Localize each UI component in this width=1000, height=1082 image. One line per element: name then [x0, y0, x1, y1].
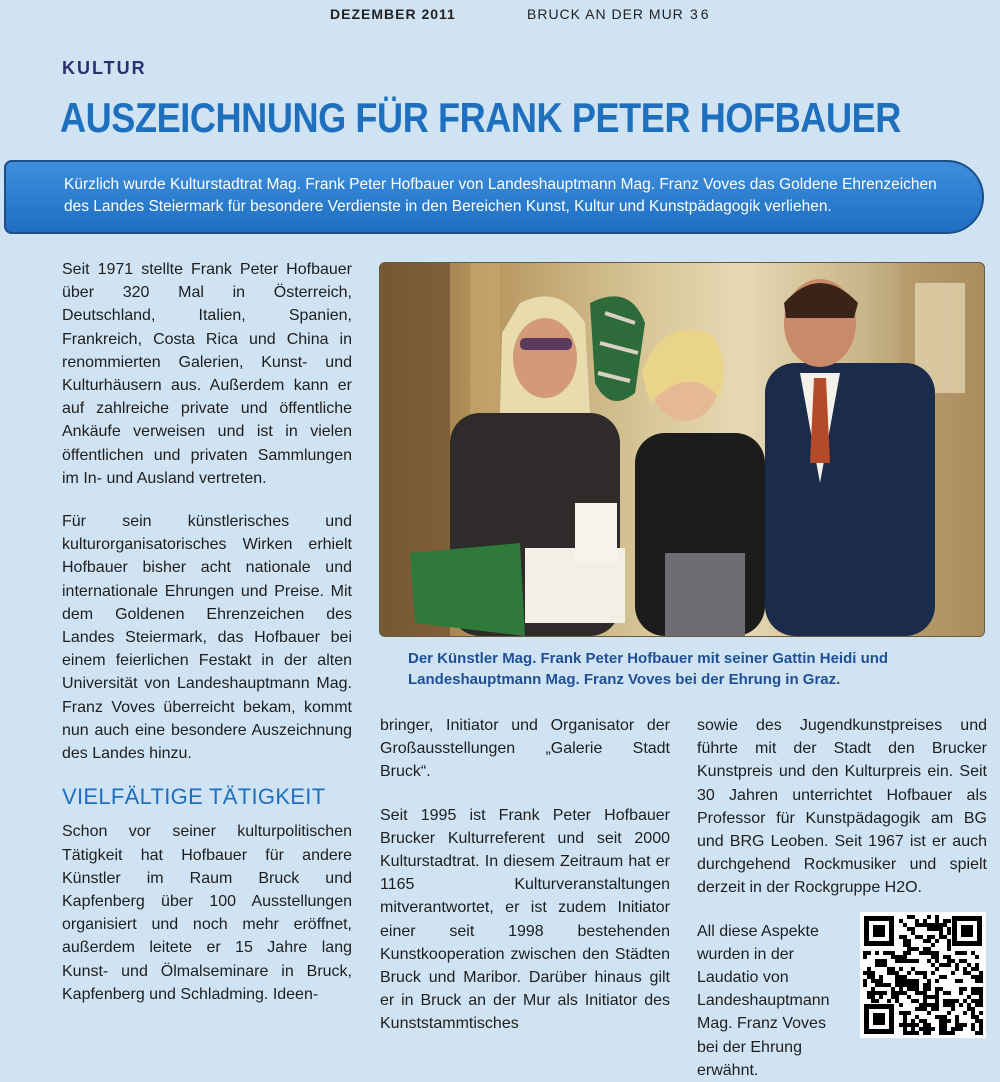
- paragraph: Seit 1995 ist Frank Peter Hofbauer Brucker Kulturreferent und seit 2000 Kulturstadtrat. In diesem Zeitraum hat er 1165 Kulturveranstaltungen mitverantwortet, er ist zudem Initiator einer seit 1998 bestehenden Kunstkooperation zwischen den Städten Bruck und Maribor. Darüber hinaus gilt er in Bruck an der Mur als Initiator des Kunststammtisches: [380, 806, 670, 1033]
- closing-text: All diese Aspekte wurden in der Laudatio von Landeshauptmann Mag. Franz Voves bei der Ehrung erwähnt.: [697, 922, 830, 1079]
- article-headline: AUSZEICHNUNG FÜR FRANK PETER HOFBAUER: [60, 94, 901, 141]
- column-1: [62, 258, 352, 1026]
- page-header: [0, 6, 1000, 26]
- column-2: [380, 714, 670, 1056]
- page-number: 36: [690, 6, 712, 22]
- paragraph: sowie des Jugendkunstpreises und führte mit der Stadt den Brucker Kunstpreis und den Kulturpreis ein. Seit 30 Jahren unterrichtet Hofbauer als Professor für Kunstpädagogik am BG und BRG Leoben. Seit 1967 ist er auch durchgehend Rockmusiker und spielt derzeit in der Rockgruppe H2O.: [697, 717, 987, 897]
- issue-date: DEZEMBER 2011: [330, 6, 456, 22]
- qr-code-icon[interactable]: [860, 912, 986, 1038]
- photo-illustration: [380, 263, 984, 636]
- paragraph: bringer, Initiator und Organisator der Großausstellungen „Galerie Stadt Bruck“.: [380, 717, 670, 781]
- paragraph: Seit 1971 stellte Frank Peter Hofbauer über 320 Mal in Österreich, Deutschland, Italien, Spanien, Frankreich, Costa Rica und China in renommierten Galerien, Kunst- und Kulturhäusern aus. Außerdem kann er auf zahlreiche private und öffentliche Ankäufe verweisen und ist in vielen öffentlichen und privaten Sammlungen im In- und Ausland vertreten.: [62, 261, 352, 487]
- award-photo: [379, 262, 985, 637]
- photo-caption: Der Künstler Mag. Frank Peter Hofbauer mit seiner Gattin Heidi und Landeshauptmann Mag. Franz Voves bei der Ehrung in Graz.: [408, 650, 889, 688]
- section-label: KULTUR: [62, 58, 147, 78]
- qr-code-graphic: [860, 912, 986, 1038]
- publication-town: BRUCK AN DER MUR: [527, 6, 684, 22]
- paragraph: Für sein künstlerisches und kulturorganisatorisches Wirken erhielt Hofbauer bisher acht nationale und internationale Ehrungen und Preise. Mit dem Goldenen Ehrenzeichen des Landes Steiermark, das Hofbauer bei einem feierlichen Festakt in der alten Universität von Landeshauptmann Mag. Franz Voves überreicht bekam, kommt nun auch eine besondere Auszeichnung des Landes hinzu.: [62, 513, 352, 763]
- paragraph: Schon vor seiner kulturpolitischen Tätigkeit hat Hofbauer für andere Künstler im Raum Bruck und Kapfenberg über 100 Ausstellungen organisiert und noch mehr eröffnet, außerdem leitete er 15 Jahre lang Kunst- und Ölmalseminare in Bruck, Kapfenberg und Schladming. Ideen-: [62, 823, 352, 1003]
- subheading: VIELFÄLTIGE TÄTIGKEIT: [62, 784, 326, 810]
- lead-box: Kürzlich wurde Kulturstadtrat Mag. Frank Peter Hofbauer von Landeshauptmann Mag. Franz Voves das Goldene Ehrenzeichen des Landes Steiermark für besondere Verdienste in den Bereichen Kunst, Kultur und Kunstpädagogik verliehen.: [4, 160, 984, 234]
